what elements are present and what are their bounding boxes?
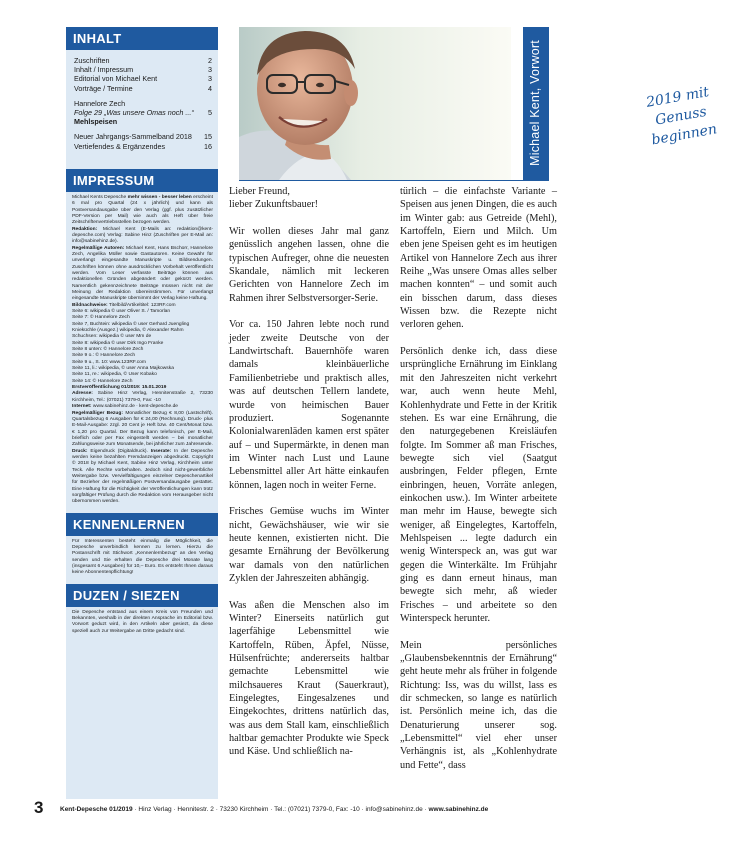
toc-item[interactable]	[74, 56, 212, 65]
toc-page: 15	[204, 132, 212, 142]
article-column-2	[400, 185, 557, 785]
toc-page: 3	[208, 65, 212, 75]
toc-title: Inhalt / Impressum	[74, 65, 134, 75]
image-credit: Knieküchle (Ausgez.) wikipedia, © Alexander Rahm	[72, 328, 184, 334]
paragraph: Persönlich denke ich, dass diese ursprüngliche Ernährung im Einklang mit den Jahreszeiten nicht verkehrt war, auch wenn heute Mehl, Kohlenhydrate und Fette in der Kritik stehen. Es war eine Ernährung, die den naturgegebenen Kreisläufen folgte. Im Sommer aß man Frisches, bewegte sich viel (Saatgut ausbringen, Felder pflegen, Ernte einbringen, heuen, Vorräte anlegen, einkochen usw.). Im Winter arbeitete man mehr im Hause, bewegte sich weniger, aß Eingelegtes, Kartoffeln, Mehlspeisen ... legte dadurch ein wenig Winterspeck an, was gut war gegen die Winterkälte. Im Frühjahr ging es dann erneut hinaus, man bewegte sich mehr, aß wieder Frisches – und arbeitete so den Winterspeck herunter.	[400, 346, 557, 624]
paragraph: Was aßen die Menschen also im Winter? Einerseits natürlich gut lagerfähige Lebensmittel wie Kartoffeln, Rüben, Äpfel, Nüsse, Hülsenfrüchte; andererseits haltbar gemachte Lebensmittel wie milchsaueres Kraut (Sauerkraut), Eingelegtes, Eingesalzenes und Eingekochtes, drittens natürlich das, was aus dem Stall kam, einschließlich haltbar gemachter Produkte wie Speck und Käse. Und schließlich na-	[229, 599, 389, 758]
toc-title: Zuschriften	[74, 56, 110, 65]
table-of-contents	[66, 50, 218, 151]
image-credit: Seite 9 o.: © Hannelore Zech	[72, 353, 136, 359]
toc-item[interactable]	[74, 84, 212, 93]
toc-subtitle: Mehlspeisen	[74, 117, 118, 127]
article-column-1	[229, 185, 389, 772]
image-credit: Seite 6: wikipedia © user Oliver S. / Tamorlan	[72, 309, 171, 315]
toc-title: Neuer Jahrgangs-Sammelband 2018	[74, 132, 192, 142]
toc-item[interactable]	[74, 74, 212, 83]
image-credit: Seite 7, Buchtein: wikipedia © user Gerhard Juengling	[72, 321, 190, 327]
footer-address: · Hinz Verlag · Hennitestr. 2 · 73230 Kirchheim · Tel.: (07021) 7379-0, Fax: -10 · info@sabinehinz.de ·	[132, 806, 429, 813]
toc-item[interactable]	[74, 65, 212, 74]
motto-line: 2019 mit	[645, 84, 711, 111]
kennenlernen-heading: KENNENLERNEN	[66, 513, 218, 536]
divider	[239, 180, 549, 181]
toc-title: Vertiefendes & Ergänzendes	[74, 141, 166, 151]
toc-item[interactable]	[74, 108, 212, 117]
toc-item[interactable]	[74, 132, 212, 141]
paragraph: türlich – die einfachste Variante – Speisen aus jenen Dingen, die es auch im Winter gab: aus Getreide (Mehl), Kartoffeln, Eiern und Milch. Um eben jene Speisen geht es im heutigen Artikel von Hannelore Zech aus ihrer Reihe „Was unsere Omas alles selber machen konnten“ – und somit auch ein bisschen darum, dass dieses Wissen bzw. die Rezepte nicht verloren gehen.	[400, 186, 557, 331]
impressum-text: Michael Kents Depesche mehr wissen - besser leben erscheint 6 mal pro Quartal (24 x jährlich) und kann als Postversandausgabe über den Verlag (ggf. plus zusätzlicher PDF-Version per Mail) wie auch als Heft über freie Zeitschriftenvertriebsstellen bezogen werden. Redaktion: Michael Kent (E-Mails an: redaktion@kent-depesche.com) Verlag: Sabine Hinz (Zuschriften per E-Mail an: info@sabinehinz.de). Regelmäßige Autoren: Michael Kent, Hans Bschorr, Hannelore Zech, Angelika Müller sowie Gastautoren. Keine Gewähr für unverlangt eingesandte Manuskripte u. Bildsendungen. Zuschriften können ohne ausdrücklichen Vorbehalt veröffentlicht werden. Vom Leser verfasste Beiträge können aus redaktionellen Gründen abgeändert oder gekürzt werden. Namentlich gekennzeichnete Beiträge müssen nicht mit der Meinung der Redaktion übereinstimmen. Für unverlangt eingesandte Manuskripte übernimmt der Verlag keine Haftung. Bildnachweise: Titelbild/Artikeltitel: 123RF.com Seite 6: wikipedia © user Oliver S. / Tamorlan Seite 7: © Hannelore Zech Seite 7, Buchtein: wikipedia © user Gerhard Juengling Knieküchle (Ausgez.) wikipedia, © Alexander Rahm Schuchsen: wikipedia © user Mm de Seite 8: wikipedia © user Dirk Ingo Franke Seite 8 unten: © Hannelore Zech Seite 9 o.: © Hannelore Zech Seite 9 u., S. 10: www.123RF.com Seite 11, li.: wikipedia, © user Anna Majkowska Seite 11, re.: wikipedia, © User Kobako Seite 14: © Hannelore Zech Erstveröffentlichung 01/2019: 15.01.2019 Adresse: Sabine Hinz Verlag, Hennitenstraße 2, 73230 Kirchheim, Tel.: (07021) 7379-0, Fax: -10 Internet: www.sabinehinz.de · kent-depesche.de Regelmäßiger Bezug: Monatlicher Bezug € 8,00 (Lastschrift). Quartalsbezug 6 Ausgaben für € 24,00 (Rechnung). Druck- plus E-Mail-Ausgabe: zzgl. 20 Cent je Heft bzw. 40 Cent/Monat bzw. € 1,20 pro Quartal. Der Bezug kann telefonisch, per E-Mail, brieflich oder per Fax eingestellt werden – bei monatlicher Zahlungsweise zum Monatsende, bei jährlicher zum Jahresende. Druck: Eigendruck (Digitaldruck). Inserate: In der Depesche werden keine bezahlten Fremdanzeigen abgedruckt. Copyright © 2018 by Michael Kent, Sabine Hinz Verlag, Kirchheim unter Teck. Alle Rechte vorbehalten. Jedoch sind nicht-gewerbliche Weitergabe bzw. Vervielfältigungen einzelner Depeschenartikel für Bezieher der regelmäßigen Postversandausgabe gestattet. Eine Haftung für die Richtigkeit der Veröffentlichungen kann trotz sorgfältiger Prüfung durch die Redaktion vom Herausgeber nicht übernommen werden.	[72, 194, 213, 505]
vertical-title-bar	[523, 27, 549, 180]
footer-publication: Kent-Depesche 01/2019	[60, 806, 133, 813]
image-credit: Seite 11, re.: wikipedia, © User Kobako	[72, 372, 157, 378]
toc-title: Editorial von Michael Kent	[74, 74, 158, 84]
footer-website[interactable]: www.sabinehinz.de	[428, 806, 489, 813]
salutation: Lieber Freund, lieber Zukunftsbauer!	[229, 186, 319, 211]
vertical-title: Michael Kent, Vorwort	[528, 40, 542, 166]
paragraph: Frisches Gemüse wuchs im Winter nicht, Gewächshäuser, wie wir sie heute kennen, existierten nicht. Die gesamte Ernährung der Bevölkerung war damals von den natürlichen Zyklen der Jahreszeiten abhängig.	[229, 506, 389, 584]
image-credit: Schuchsen: wikipedia © user Mm de	[72, 334, 152, 340]
kennenlernen-text: Für Interessenten besteht einmalig die Möglichkeit, die Depesche unverbindlich kennen zu lernen. Hierzu die Postanschrift mit Stichwort „Kennenlernbezug“ an den Verlag senden und Sie erhalten die Depesche drei Monate lang (insgesamt 6 Ausgaben) für 10,– Euro. Es entsteht Ihnen daraus keine Abonnentenpflichtung!	[72, 538, 213, 576]
motto-line: Genuss beginnen	[650, 103, 719, 149]
toc-page: 2	[208, 56, 212, 65]
toc-page: 3	[208, 74, 212, 84]
image-credit: Seite 8 unten: © Hannelore Zech	[72, 347, 144, 353]
portrait-illustration	[239, 27, 511, 180]
image-credit: Seite 9 u., S. 10: www.123RF.com	[72, 359, 146, 365]
paragraph: Vor ca. 150 Jahren lebte noch rund jeder zweite Deutsche von der Landwirtschaft. Bauernhöfe waren damals kleinbäuerliche Familienbetriebe und praktisch alles, was auf deutschen Tellern landete, wurde von heimischen Bauer produziert. Sogenannte Kolonialwarenläden kamen erst später auf – und Supermärkte, in denen man im Winter nach Lust und Laune Lebensmittel aller Art hätte einkaufen können, lagen noch in weiter Ferne.	[229, 319, 389, 491]
sidebar	[66, 27, 218, 799]
image-credit: Seite 11, li.: wikipedia, © user Anna Majkowska	[72, 366, 174, 372]
toc-author: Hannelore Zech	[74, 98, 126, 108]
duzen-text: Die Depesche entstand aus einem Kreis von Freunden und Bekannten, weshalb in der direkten Ansprache im Editorial bzw. Vorwort geduzt wird, in den Artikeln aber gesiezt, da diese speziell auch zur Weitergabe an Dritte gedacht sind.	[72, 609, 213, 634]
paragraph: Mein persönliches „Glaubensbekenntnis der Ernährung“ geht heute mehr als früher in folgende Richtung: Iss, was du willst, lass es dir schmecken, so lange es natürlich ist. Persönlich meine ich, das die Denaturierung unserer sog. „Lebensmittel“ viel eher unser Verhängnis ist, als „Kohlenhydrate und Fette“, dass	[400, 639, 557, 771]
toc-title: Folge 29 „Was unsere Omas noch ...“	[74, 108, 194, 118]
motto-text	[617, 78, 745, 155]
page-number: 3	[34, 798, 44, 817]
image-credit: Seite 14: © Hannelore Zech	[72, 378, 133, 384]
toc-title: Vorträge / Termine	[74, 83, 133, 93]
toc-page: 16	[204, 141, 212, 151]
duzen-heading: DUZEN / SIEZEN	[66, 584, 218, 607]
image-credit: Seite 7: © Hannelore Zech	[72, 315, 130, 321]
toc-item[interactable]	[74, 142, 212, 151]
image-credit: Seite 8: wikipedia © user Dirk Ingo Franke	[72, 340, 164, 346]
impressum-heading: IMPRESSUM	[66, 169, 218, 192]
toc-page: 4	[208, 83, 212, 93]
inhalt-heading: INHALT	[66, 27, 218, 50]
toc-page: 5	[208, 108, 212, 118]
paragraph: Wir wollen dieses Jahr mal ganz genüsslich angehen lassen, ohne die typischen Aufreger, ohne die neuesten Skandale, nämlich mit leckeren Gerichten von Hannelore Zech im Rahmen ihrer Selbstversorger-Serie.	[229, 226, 389, 304]
footer	[60, 806, 560, 813]
